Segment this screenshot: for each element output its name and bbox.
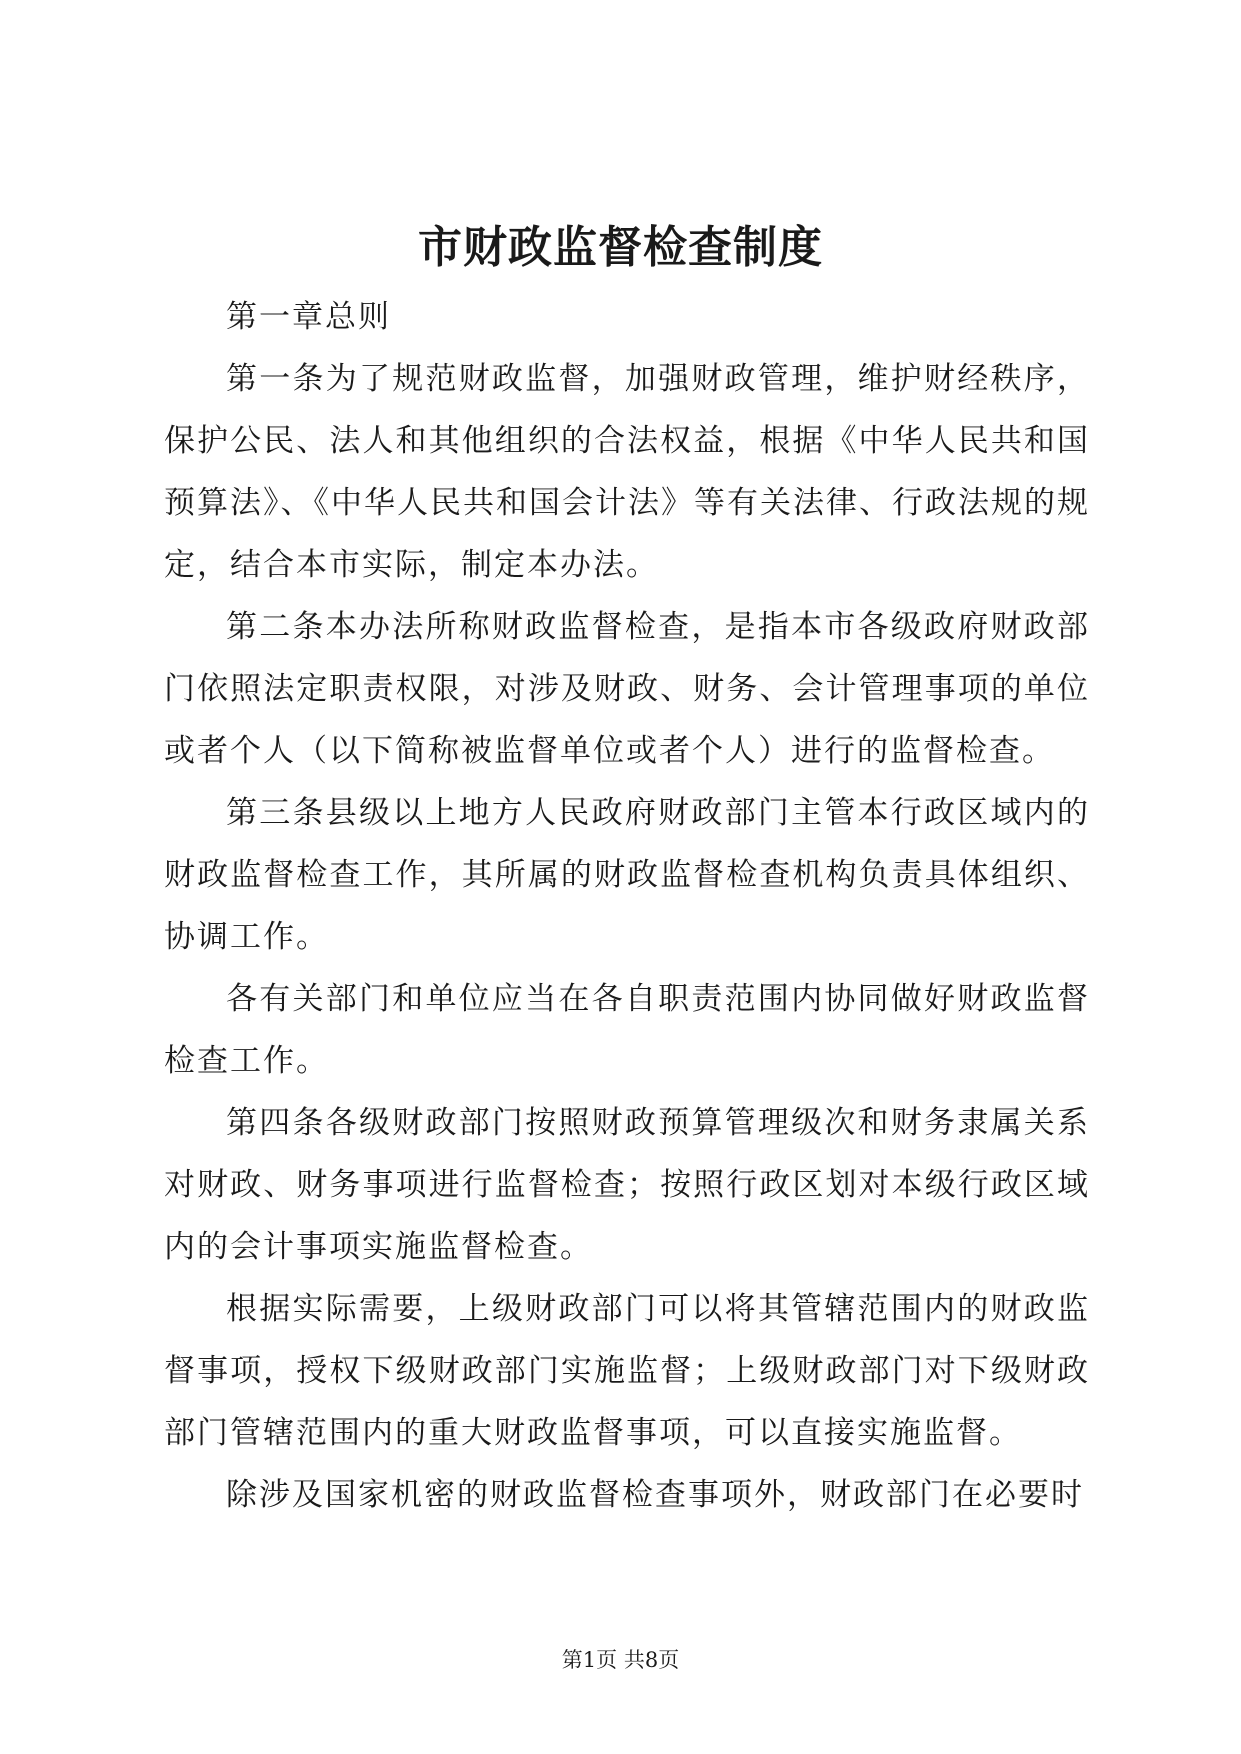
article-3-paragraph: 第三条县级以上地方人民政府财政部门主管本行政区域内的财政监督检查工作，其所属的财政监督检查机构负责具体组织、协调工作。 — [164, 795, 1090, 955]
article-1-paragraph: 第一条为了规范财政监督，加强财政管理，维护财经秩序，保护公民、法人和其他组织的合法权益，根据《中华人民共和国预算法》、《中华人民共和国会计法》等有关法律、行政法规的规定，结合本市实际，制定本办法。 — [164, 361, 1090, 583]
continued-paragraph: 除涉及国家机密的财政监督检查事项外，财政部门在必要时 — [226, 1477, 1084, 1513]
article-4-paragraph: 第四条各级财政部门按照财政预算管理级次和财务隶属关系对财政、财务事项进行监督检查；按照行政区划对本级行政区域内的会计事项实施监督检查。 — [164, 1105, 1090, 1265]
page-number-footer — [0, 1645, 1241, 1675]
document-body — [164, 286, 1090, 1526]
article-3-supplement-paragraph: 各有关部门和单位应当在各自职责范围内协同做好财政监督检查工作。 — [164, 981, 1090, 1079]
document-title: 市财政监督检查制度 — [418, 222, 823, 273]
page-number-label: 第1页 共8页 — [561, 1648, 680, 1672]
chapter-heading: 第一章总则 — [226, 299, 391, 335]
article-2-paragraph: 第二条本办法所称财政监督检查，是指本市各级政府财政部门依照法定职责权限，对涉及财政、财务、会计管理事项的单位或者个人（以下简称被监督单位或者个人）进行的监督检查。 — [164, 609, 1090, 769]
article-4-supplement-paragraph: 根据实际需要，上级财政部门可以将其管辖范围内的财政监督事项，授权下级财政部门实施监督；上级财政部门对下级财政部门管辖范围内的重大财政监督事项，可以直接实施监督。 — [164, 1291, 1090, 1451]
